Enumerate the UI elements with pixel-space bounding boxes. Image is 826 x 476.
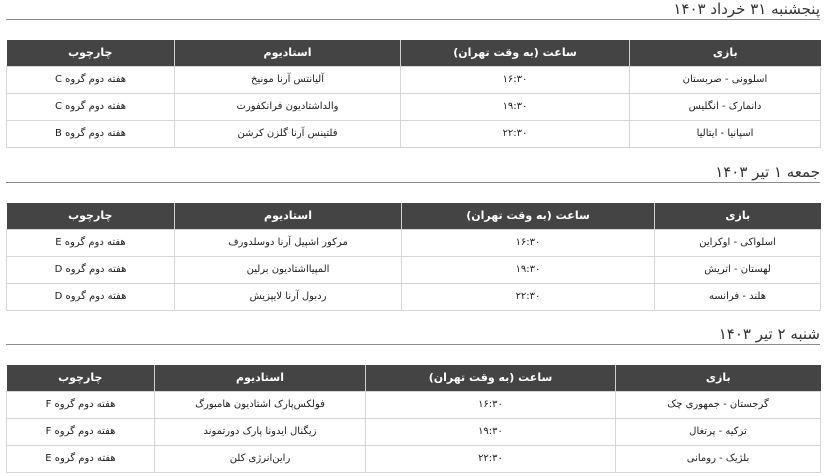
cell-game: هلند - فرانسه [655,283,821,310]
table-header-row [7,40,821,66]
header-game: بازی [630,40,821,66]
cell-game: لهستان - اتریش [655,256,821,283]
cell-game: اسپانیا - ایتالیا [630,120,821,147]
table-row [7,66,821,93]
cell-game: ترکیه - پرتغال [616,418,821,445]
cell-game: دانمارک - انگلیس [630,93,821,120]
day-title: جمعه ۱ تیر ۱۴۰۳ [6,163,820,183]
table-row [7,93,821,120]
cell-time: ۱۹:۳۰ [401,93,630,120]
cell-framework: هفته دوم گروه D [7,283,175,310]
day-title: شنبه ۲ تیر ۱۴۰۳ [6,325,820,345]
day-section [6,0,820,150]
header-time: ساعت (به وقت تهران) [366,365,616,391]
cell-stadium: ردبول آرنا لایپزیش [175,283,402,310]
header-framework: چارچوب [7,203,175,229]
cell-time: ۲۲:۳۰ [402,283,655,310]
header-time: ساعت (به وقت تهران) [401,40,630,66]
cell-framework: هفته دوم گروه C [7,66,175,93]
cell-framework: هفته دوم گروه E [7,229,175,256]
table-row [7,229,821,256]
cell-framework: هفته دوم گروه F [7,391,155,418]
header-game: بازی [655,203,821,229]
day-section [6,325,820,475]
cell-game: بلژیک - رومانی [616,445,821,472]
table-header-row [7,203,821,229]
table-row [7,256,821,283]
header-stadium: استادیوم [175,203,402,229]
cell-framework: هفته دوم گروه D [7,256,175,283]
cell-time: ۲۲:۳۰ [401,120,630,147]
cell-time: ۱۹:۳۰ [366,418,616,445]
cell-stadium: والداشتادیون فرانکفورت [175,93,401,120]
cell-framework: هفته دوم گروه F [7,418,155,445]
cell-game: اسلواکی - اوکراین [655,229,821,256]
cell-stadium: راین‌انرژی کلن [155,445,366,472]
table-row [7,445,821,472]
header-time: ساعت (به وقت تهران) [402,203,655,229]
cell-stadium: فلتینس آرنا گلزن کرشن [175,120,401,147]
cell-time: ۲۲:۳۰ [366,445,616,472]
header-framework: چارچوب [7,40,175,66]
cell-time: ۱۶:۳۰ [401,66,630,93]
cell-game: گرجستان - جمهوری چک [616,391,821,418]
schedule-table [6,365,821,473]
header-stadium: استادیوم [155,365,366,391]
schedule-table [6,40,821,148]
cell-game: اسلوونی - صربستان [630,66,821,93]
cell-time: ۱۹:۳۰ [402,256,655,283]
day-title: پنجشنبه ۳۱ خرداد ۱۴۰۳ [6,0,820,20]
schedule-table [6,203,821,311]
day-section [6,163,820,313]
header-framework: چارچوب [7,365,155,391]
cell-framework: هفته دوم گروه E [7,445,155,472]
cell-stadium: فولکس‌پارک اشتادیون هامبورگ [155,391,366,418]
cell-stadium: زیگنال ایدونا پارک دورتموند [155,418,366,445]
table-row [7,283,821,310]
header-stadium: استادیوم [175,40,401,66]
cell-stadium: مرکور اشپیل آرنا دوسلدورف [175,229,402,256]
table-row [7,120,821,147]
table-row [7,418,821,445]
cell-time: ۱۶:۳۰ [366,391,616,418]
cell-stadium: المپیااشتادیون برلین [175,256,402,283]
cell-time: ۱۶:۳۰ [402,229,655,256]
cell-framework: هفته دوم گروه C [7,93,175,120]
table-row [7,391,821,418]
cell-stadium: آلیانتس آرنا مونیخ [175,66,401,93]
cell-framework: هفته دوم گروه B [7,120,175,147]
header-game: بازی [616,365,821,391]
table-header-row [7,365,821,391]
